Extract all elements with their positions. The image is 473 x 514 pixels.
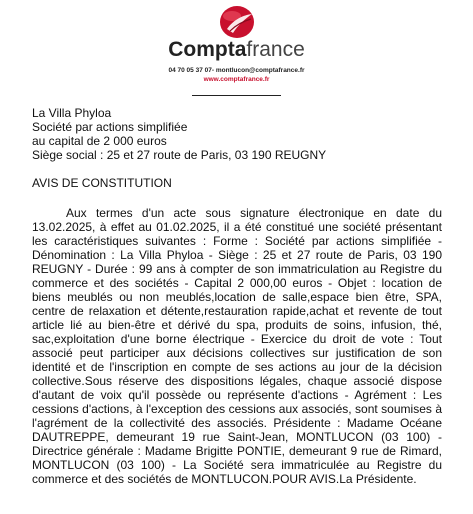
- brand-name: [0, 38, 473, 62]
- company-capital: au capital de 2 000 euros: [32, 134, 167, 148]
- company-name: La Villa Phyloa: [32, 106, 112, 120]
- company-identity: [32, 106, 452, 162]
- company-siege: Siège social : 25 et 27 route de Paris, 03 190 REUGNY: [32, 148, 327, 162]
- header-divider: [192, 95, 281, 96]
- website-link[interactable]: www.comptafrance.fr: [203, 76, 270, 83]
- brand-bold: Compta: [168, 38, 247, 61]
- notice-title: AVIS DE CONSTITUTION: [32, 176, 172, 190]
- notice-body: Aux termes d'un acte sous signature électronique en date du 13.02.2025, à effet au 01.02.2025, il a été constitué une société présentant les caractéristiques suivantes : Forme : Société par actions simplifiée - Dénomination : La Villa Phyloa - Siège : 25 et 27 route de Paris, 03 190 REUGNY - Durée : 99 ans à compter de son immatriculation au Registre du commerce et des sociétés - Capital 2 000,00 euros - Objet : location de biens meublés ou non meublés,location de salle,espace bien être, SPA, centre de relaxation et détente,restauration rapide,achat et revente de tout article lié au bien-être et dérivé du spa, produits de soins, infusion, thé, sac,exploitation d'une borne électrique - Exercice du droit de vote : Tout associé peut participer aux décisions collectives sur justification de son identité et de l'inscription en compte de ses actions au jour de la décision collective.Sous réserve des dispositions légales, chaque associé dispose d'autant de voix qu'il possède ou représente d'actions - Agrément : Les cessions d'actions, à l'exception des cessions aux associés, sont soumises à l'agrément de la collectivité des associés. Présidente : Madame Océane DAUTREPPE, demeurant 19 rue Saint-Jean, MONTLUCON (03 100) - Directrice générale : Madame Brigitte PONTIE, demeurant 9 rue de Rimard, MONTLUCON (03 100) - La Société sera immatriculée au Registre du commerce et des sociétés de MONTLUCON.POUR AVIS.La Présidente.: [32, 206, 442, 486]
- letterhead: [0, 0, 473, 100]
- contact-line: 04 70 05 37 07- montlucon@comptafrance.fr: [168, 67, 305, 74]
- company-form: Société par actions simplifiée: [32, 120, 188, 134]
- comptafrance-logo-icon: [218, 5, 256, 39]
- brand-light: france: [246, 38, 305, 61]
